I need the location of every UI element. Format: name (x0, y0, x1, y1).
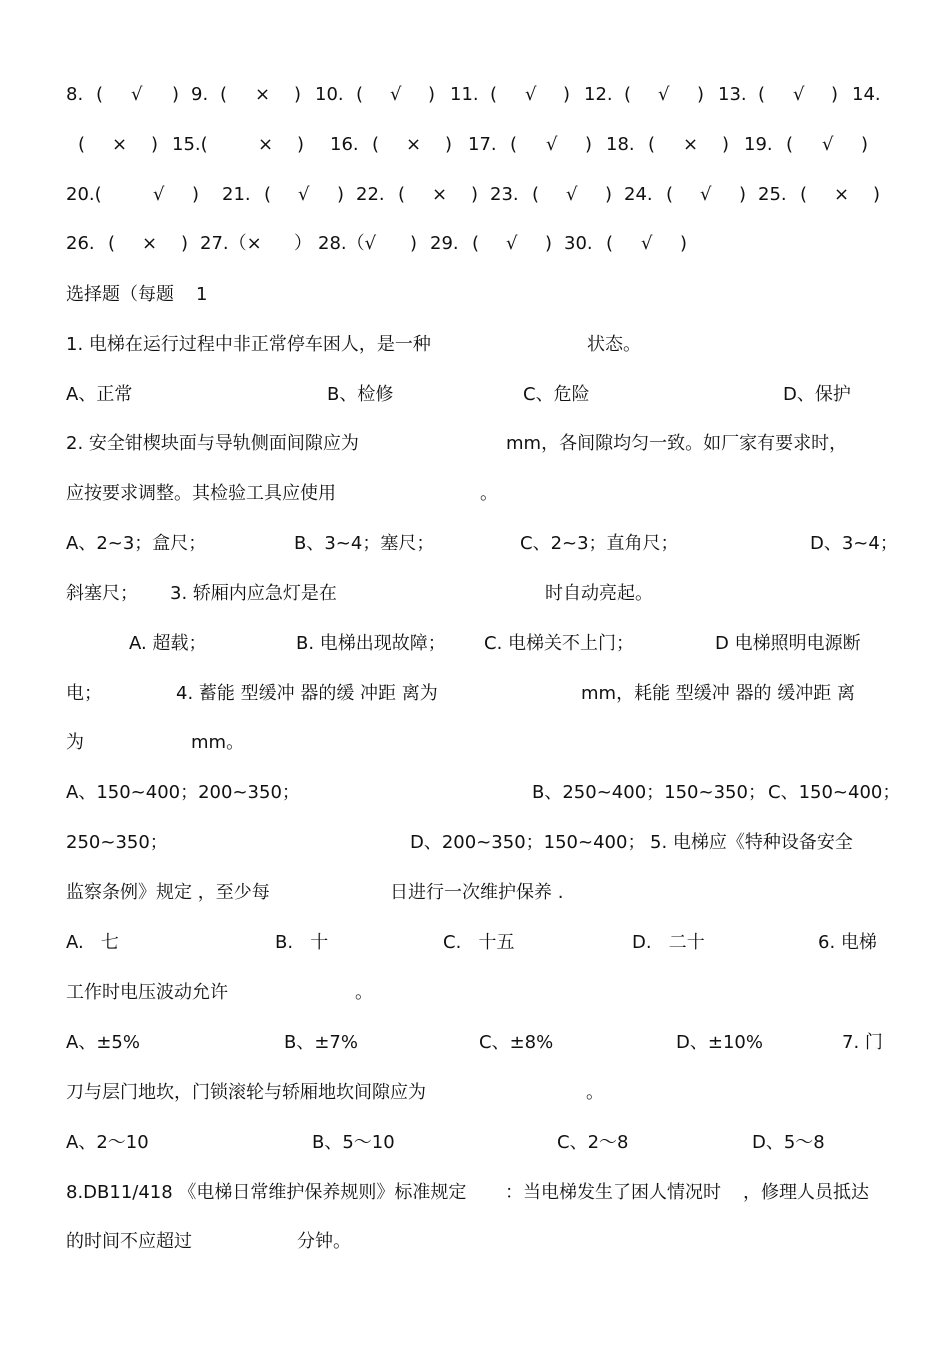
text-fragment: 27.（× (200, 233, 262, 254)
text-fragment: ：当电梯发生了困人情况时 (505, 1182, 721, 1203)
text-fragment: 14. (852, 84, 881, 105)
text-fragment: 7. 门 (842, 1032, 883, 1053)
text-fragment: A、2~3；盒尺； (66, 533, 207, 554)
text-fragment: 的时间不应超过 (66, 1231, 192, 1252)
text-fragment: A. 超载； (129, 633, 207, 654)
text-fragment: ( (96, 84, 104, 105)
text-fragment: 2. 安全钳楔块面与导轨侧面间隙应为 (66, 433, 359, 454)
text-fragment: 19. (744, 134, 773, 155)
text-line (0, 184, 950, 214)
text-fragment: × (683, 134, 699, 155)
text-fragment: 8.DB11/418 《电梯日常维护保养规则》标准规定 (66, 1182, 467, 1203)
text-line (0, 1132, 950, 1162)
text-fragment: B. 十 (275, 932, 329, 953)
text-line (0, 533, 950, 563)
text-fragment: × (142, 233, 158, 254)
text-fragment: 工作时电压波动允许 (66, 982, 228, 1003)
text-fragment: D 电梯照明电源断 (715, 633, 861, 654)
text-fragment: ) (605, 184, 613, 205)
text-fragment: 22. (356, 184, 385, 205)
text-fragment: 时自动亮起。 (545, 583, 653, 604)
text-fragment: ) (545, 233, 553, 254)
text-line (0, 384, 950, 414)
text-fragment: ) (410, 233, 418, 254)
text-fragment: D、保护 (783, 384, 851, 405)
text-line (0, 732, 950, 762)
text-fragment: ) (722, 134, 730, 155)
text-fragment: 为 (66, 732, 84, 753)
text-fragment: 10. (315, 84, 344, 105)
text-fragment: √ (153, 184, 165, 205)
text-fragment: ) (151, 134, 159, 155)
text-fragment: ） (294, 233, 312, 254)
text-fragment: ( (108, 233, 116, 254)
text-fragment: 6. 电梯 (818, 932, 877, 953)
text-fragment: ( (758, 84, 766, 105)
text-line (0, 134, 950, 164)
text-fragment: 3. 轿厢内应急灯是在 (170, 583, 337, 604)
text-fragment: 21. (222, 184, 251, 205)
text-fragment: × (834, 184, 850, 205)
text-fragment: ) (337, 184, 345, 205)
text-fragment: ( (510, 134, 518, 155)
text-fragment: 18. (606, 134, 635, 155)
text-fragment: D、±10% (676, 1032, 763, 1053)
text-fragment: ( (78, 134, 86, 155)
text-fragment: 24. (624, 184, 653, 205)
text-fragment: √ (822, 134, 834, 155)
text-line (0, 1082, 950, 1112)
text-fragment: √ (525, 84, 537, 105)
text-fragment: ) (697, 84, 705, 105)
text-fragment: B、±7% (284, 1032, 358, 1053)
text-line (0, 932, 950, 962)
text-fragment: D. 二十 (632, 932, 705, 953)
text-line (0, 1182, 950, 1212)
text-fragment: ) (172, 84, 180, 105)
text-fragment: √ (566, 184, 578, 205)
text-fragment: ) (739, 184, 747, 205)
text-fragment: A、2～10 (66, 1132, 149, 1153)
text-fragment: 。 (355, 982, 373, 1003)
text-fragment: mm。 (191, 732, 245, 753)
text-fragment: ( (356, 84, 364, 105)
text-fragment: D、200~350；150~400； (410, 832, 646, 853)
text-fragment: 12. (584, 84, 613, 105)
text-fragment: B、3~4；塞尺； (294, 533, 435, 554)
text-fragment: √ (546, 134, 558, 155)
text-fragment: D、5～8 (752, 1132, 825, 1153)
text-fragment: D、3~4； (810, 533, 898, 554)
text-line (0, 284, 950, 314)
text-fragment: B、250~400；150~350； (532, 782, 766, 803)
text-fragment: C、±8% (479, 1032, 554, 1053)
text-fragment: ) (680, 233, 688, 254)
text-fragment: × (255, 84, 271, 105)
text-fragment: 1. 电梯在运行过程中非正常停车困人，是一种 (66, 334, 431, 355)
text-fragment: × (258, 134, 274, 155)
text-fragment: A、正常 (66, 384, 133, 405)
text-line (0, 483, 950, 513)
text-fragment: 16. (330, 134, 359, 155)
text-fragment: × (112, 134, 128, 155)
text-fragment: C、2~3；直角尺； (520, 533, 679, 554)
text-line (0, 583, 950, 613)
text-fragment: 电； (66, 683, 102, 704)
text-fragment: ( (532, 184, 540, 205)
text-fragment: √ (298, 184, 310, 205)
text-line (0, 433, 950, 463)
text-fragment: ( (472, 233, 480, 254)
text-fragment: ( (372, 134, 380, 155)
text-fragment: ) (471, 184, 479, 205)
text-fragment: ，修理人员抵达 (743, 1182, 869, 1203)
text-fragment: 26. (66, 233, 95, 254)
text-line (0, 1032, 950, 1062)
text-fragment: mm，各间隙均匀一致。如厂家有要求时， (506, 433, 848, 454)
text-fragment: 15.( (172, 134, 208, 155)
text-fragment: ( (624, 84, 632, 105)
text-fragment: √ (506, 233, 518, 254)
text-line (0, 683, 950, 713)
text-fragment: B、检修 (327, 384, 394, 405)
text-fragment: ( (398, 184, 406, 205)
text-fragment: 250~350； (66, 832, 168, 853)
text-fragment: A. 七 (66, 932, 119, 953)
text-fragment: C、2～8 (557, 1132, 629, 1153)
text-fragment: 4. 蓄能 型缓冲 器的缓 冲距 离为 (176, 683, 438, 704)
text-fragment: B、5～10 (312, 1132, 395, 1153)
text-line (0, 882, 950, 912)
text-fragment: 应按要求调整。其检验工具应使用 (66, 483, 336, 504)
text-line (0, 982, 950, 1012)
text-fragment: 28.（√ (318, 233, 377, 254)
text-fragment: ) (873, 184, 881, 205)
text-fragment: ( (220, 84, 228, 105)
text-fragment: ( (606, 233, 614, 254)
text-fragment: 。 (480, 483, 498, 504)
text-fragment: √ (700, 184, 712, 205)
text-fragment: C、危险 (523, 384, 590, 405)
text-fragment: 状态。 (587, 334, 641, 355)
text-fragment: 13. (718, 84, 747, 105)
text-fragment: C. 电梯关不上门； (484, 633, 635, 654)
text-fragment: 日进行一次维护保养 . (390, 882, 564, 903)
text-fragment: ) (445, 134, 453, 155)
text-fragment: ) (428, 84, 436, 105)
text-line (0, 334, 950, 364)
text-fragment: ) (294, 84, 302, 105)
text-fragment: ( (648, 134, 656, 155)
text-fragment: A、±5% (66, 1032, 140, 1053)
text-fragment: 30. (564, 233, 593, 254)
text-fragment: 11. (450, 84, 479, 105)
text-line (0, 233, 950, 263)
text-fragment: 斜塞尺； (66, 583, 138, 604)
text-fragment: √ (793, 84, 805, 105)
text-line (0, 633, 950, 663)
text-fragment: 1 (196, 284, 208, 305)
text-fragment: C. 十五 (443, 932, 515, 953)
text-fragment: 8. (66, 84, 84, 105)
text-fragment: ( (786, 134, 794, 155)
text-fragment: 29. (430, 233, 459, 254)
text-fragment: mm，耗能 型缓冲 器的 缓冲距 离 (581, 683, 855, 704)
text-fragment: 。 (586, 1082, 604, 1103)
text-line (0, 782, 950, 812)
text-fragment: C、150~400； (768, 782, 901, 803)
text-fragment: √ (390, 84, 402, 105)
text-fragment: 17. (468, 134, 497, 155)
text-fragment: ) (563, 84, 571, 105)
text-fragment: A、150~400；200~350； (66, 782, 300, 803)
text-fragment: ) (297, 134, 305, 155)
text-fragment: 监察条例》规定 ，至少每 (66, 882, 270, 903)
text-fragment: 23. (490, 184, 519, 205)
text-fragment: ( (264, 184, 272, 205)
text-fragment: × (406, 134, 422, 155)
text-line (0, 84, 950, 114)
text-fragment: ( (666, 184, 674, 205)
text-fragment: 选择题（每题 (66, 284, 174, 305)
text-fragment: 20.( (66, 184, 102, 205)
text-fragment: ( (800, 184, 808, 205)
text-fragment: ( (490, 84, 498, 105)
text-fragment: 分钟。 (297, 1231, 351, 1252)
text-fragment: √ (658, 84, 670, 105)
text-fragment: 5. 电梯应《特种设备安全 (650, 832, 853, 853)
text-fragment: 刀与层门地坎，门锁滚轮与轿厢地坎间隙应为 (66, 1082, 426, 1103)
text-fragment: √ (131, 84, 143, 105)
text-fragment: ) (861, 134, 869, 155)
text-fragment: 25. (758, 184, 787, 205)
text-fragment: 9. (191, 84, 209, 105)
text-fragment: B. 电梯出现故障； (296, 633, 446, 654)
text-line (0, 832, 950, 862)
text-fragment: × (432, 184, 448, 205)
text-fragment: √ (641, 233, 653, 254)
text-fragment: ) (585, 134, 593, 155)
text-line (0, 1231, 950, 1261)
text-fragment: ) (181, 233, 189, 254)
text-fragment: ) (831, 84, 839, 105)
text-fragment: ) (192, 184, 200, 205)
